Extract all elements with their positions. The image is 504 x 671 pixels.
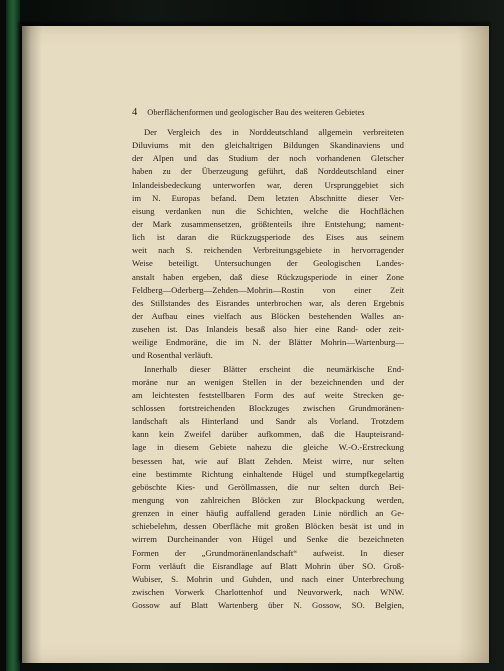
text-line: zwischen Vorwerk Charlottenhof und Neuvorwerk, nach WNW. [132,586,404,597]
text-line: eisung verdanken nun die Schichten, welche die Hochflächen [132,205,404,216]
text-line: Feldberg—Oderberg—Zehden—Mohrin—Rostin von einer Zeit [132,284,404,295]
text-line: wirrem Durcheinander von Hügel und Senke die bezeichneten [132,534,404,545]
paragraph-1 [132,126,404,363]
text-line: der Aufbau eines vielfach aus Blöcken bestehenden Walles an- [132,310,404,321]
text-line: zusehen ist. Das Inlandeis besaß also hier eine Rand- oder zeit- [132,324,404,335]
text-line: weilige Endmoräne, die im N. der Blätter Mohrin—Wartenburg— [132,337,404,348]
text-line: des Stillstandes des Eisrandes unterbrochen war, als deren Ergebnis [132,297,404,308]
text-line: Innerhalb dieser Blätter erscheint die neumärkische End- [144,363,404,374]
text-line: am leichtesten feststellbaren Form des auf weite Strecken ge- [132,389,404,400]
text-line: landschaft als Hinterland und Sandr als Vorland. Trotzdem [132,416,404,427]
text-line: Inlandeisbedeckung unterworfen war, deren Ursprunggebiet sich [132,179,404,190]
text-line: der Alpen und das Studium der noch vorhandenen Gletscher [132,153,404,164]
text-line: anstalt haben ergeben, daß diese Rückzugsperiode in einer Zone [132,271,404,282]
text-line: lage in diesem Gebiete nahezu die gleiche W.-O.-Erstreckung [132,442,404,453]
paragraph-2 [132,363,404,613]
text-line: weit nach S. reichenden Verbreitungsgebiete in hervorragender [132,245,404,256]
text-line: eine bestimmte Richtung einhaltende Hügel und stumpfkegelartig [132,468,404,479]
text-line: haben zu der Überzeugung geführt, daß Norddeutschland einer [132,166,404,177]
text-line: schlossen fortstreichenden Blockzuges zwischen Grundmoränen- [132,402,404,413]
text-line: grenzen in einer häufig auffallend geraden Linie nördlich an Ge- [132,508,404,519]
running-head: Oberflächenformen und geologischer Bau des weiteren Gebietes [147,108,365,117]
text-line: Diluviums mit den gleichaltrigen Bildungen Skandinaviens und [132,140,404,151]
text-line: moräne nur an wenigen Stellen in der bezeichnenden und der [132,376,404,387]
page-header [132,106,404,119]
text-line: der Mark zusammensetzen, größtenteils ihre Entstehung; nament- [132,218,404,229]
text-line: Gossow auf Blatt Wartenberg über N. Gossow, SO. Belgien, [132,600,404,611]
text-line: Formen der „Grundmoränenlandschaft“ aufweist. In dieser [132,547,404,558]
text-line: und Rosenthal verläuft. [132,350,213,361]
page-number: 4 [132,107,138,118]
text-line: geböschte Kies- und Geröllmassen, die nur selten durch Bei- [132,481,404,492]
text-line: Der Vergleich des in Norddeutschland allgemein verbreiteten [144,127,404,137]
text-line: mengung von zahlreichen Blöcken zur Blockpackung werden, [132,494,404,505]
text-line: Wubiser, S. Mohrin und Guhden, und nach einer Unterbrechung [132,573,404,584]
text-line: kann kein Zweifel darüber aufkommen, daß die Haupteisrand- [132,429,404,440]
text-line: Form verläuft die Eisrandlage auf Blatt Mohrin über SO. Groß- [132,560,404,571]
text-line: Weise beteiligt. Untersuchungen der Geologischen Landes- [132,258,404,269]
text-line: lich ist daran die Rückzugsperiode des Eises aus seinem [132,232,404,243]
page-text-block [132,106,404,612]
text-line: schiebelehm, dessen Oberfläche mit großen Blöcken besät ist und in [132,521,404,532]
text-line: im N. Europas befand. Dem letzten Abschnitte dieser Ver- [132,192,404,203]
text-line: besessen hat, wie auf Blatt Zehden. Meist wirre, nur selten [132,455,404,466]
